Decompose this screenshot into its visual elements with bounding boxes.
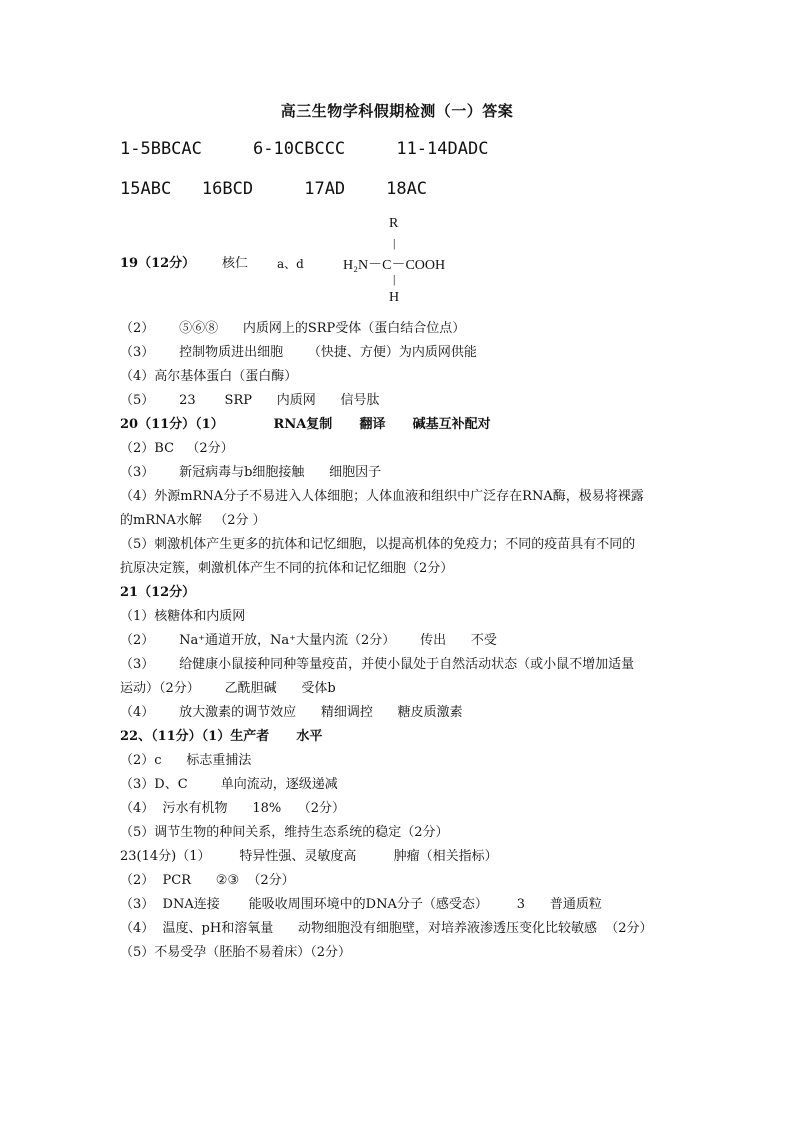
- answer-line: 抗原决定簇，刺激机体产生不同的抗体和记忆细胞（2分）: [120, 561, 454, 576]
- formula-bond-bottom: |: [393, 272, 396, 286]
- multiple-choice-answers-2: 15ABC 16BCD 17AD 18AC: [120, 179, 428, 199]
- answer-line: （3） 新冠病毒与b细胞接触 细胞因子: [120, 465, 382, 480]
- answer-line: （4）高尔基体蛋白（蛋白酶）: [120, 369, 298, 384]
- multiple-choice-answers-1: 1-5BBCAC 6-10CBCCC 11-14DADC: [120, 139, 489, 159]
- answer-line: （3） DNA连接 能吸收周围环境中的DNA分子（感受态） 3 普通质粒: [120, 897, 602, 912]
- page-title: 高三生物学科假期检测（一）答案: [280, 102, 514, 120]
- q19-answer-2: a、d: [277, 257, 304, 271]
- answer-line: （5） 23 SRP 内质网 信号肽: [120, 393, 380, 408]
- answer-line: （2）c 标志重捕法: [120, 753, 252, 768]
- amino-acid-formula: [343, 216, 473, 308]
- answer-line: （3） 给健康小鼠接种同种等量疫苗，并使小鼠处于自然活动状态（或小鼠不增加适量: [120, 657, 635, 672]
- q19-answer-1: 核仁: [222, 256, 249, 271]
- answer-line: （2） ⑤⑥⑧ 内质网上的SRP受体（蛋白结合位点）: [120, 321, 466, 336]
- formula-main-chain: H₂N－C－COOH: [343, 258, 446, 273]
- formula-h-atom: H: [389, 290, 400, 305]
- answer-line: （1）核糖体和内质网: [120, 609, 246, 624]
- answer-line: （2） Na⁺通道开放，Na⁺大量内流（2分） 传出 不受: [120, 633, 497, 648]
- formula-bond-top: |: [393, 236, 396, 250]
- answer-line: （3）D、C 单向流动，逐级递减: [120, 777, 338, 792]
- answer-line: （5）不易受孕（胚胎不易着床）（2分）: [120, 945, 352, 960]
- formula-r-group: R: [389, 216, 399, 231]
- q21-heading: 21（12分）: [120, 585, 196, 600]
- q22-heading: 22、（11分）（1）生产者 水平: [120, 729, 323, 744]
- answer-line: （4）外源mRNA分子不易进入人体细胞；人体血液和组织中广泛存在RNA酶，极易将裸露: [120, 489, 644, 504]
- answer-line: （4） 放大激素的调节效应 精细调控 糖皮质激素: [120, 705, 463, 720]
- answer-line: （2）BC （2分）: [120, 441, 234, 456]
- answer-line: （3） 控制物质进出细胞 （快捷、方便）为内质网供能: [120, 345, 477, 360]
- answer-line: 运动）（2分） 乙酰胆碱 受体b: [120, 681, 336, 696]
- answer-line: （4） 污水有机物 18% （2分）: [120, 801, 346, 816]
- answer-line: 的mRNA水解 （2分 ）: [120, 513, 266, 528]
- answer-line: （5）刺激机体产生更多的抗体和记忆细胞，以提高机体的免疫力；不同的疫苗具有不同的: [120, 537, 636, 552]
- q23-heading: 23(14分)（1） 特异性强、灵敏度高 肿瘤（相关指标）: [120, 849, 498, 864]
- q19-heading: 19（12分）: [120, 256, 196, 271]
- answer-line: （4） 温度、pH和溶氧量 动物细胞没有细胞壁，对培养液渗透压变化比较敏感 （2分）: [120, 921, 653, 936]
- answer-line: （5）调节生物的种间关系，维持生态系统的稳定（2分）: [120, 825, 449, 840]
- answer-line: （2） PCR ②③ （2分）: [120, 873, 295, 888]
- q20-heading: 20（11分）（1） RNA复制 翻译 碱基互补配对: [120, 417, 491, 432]
